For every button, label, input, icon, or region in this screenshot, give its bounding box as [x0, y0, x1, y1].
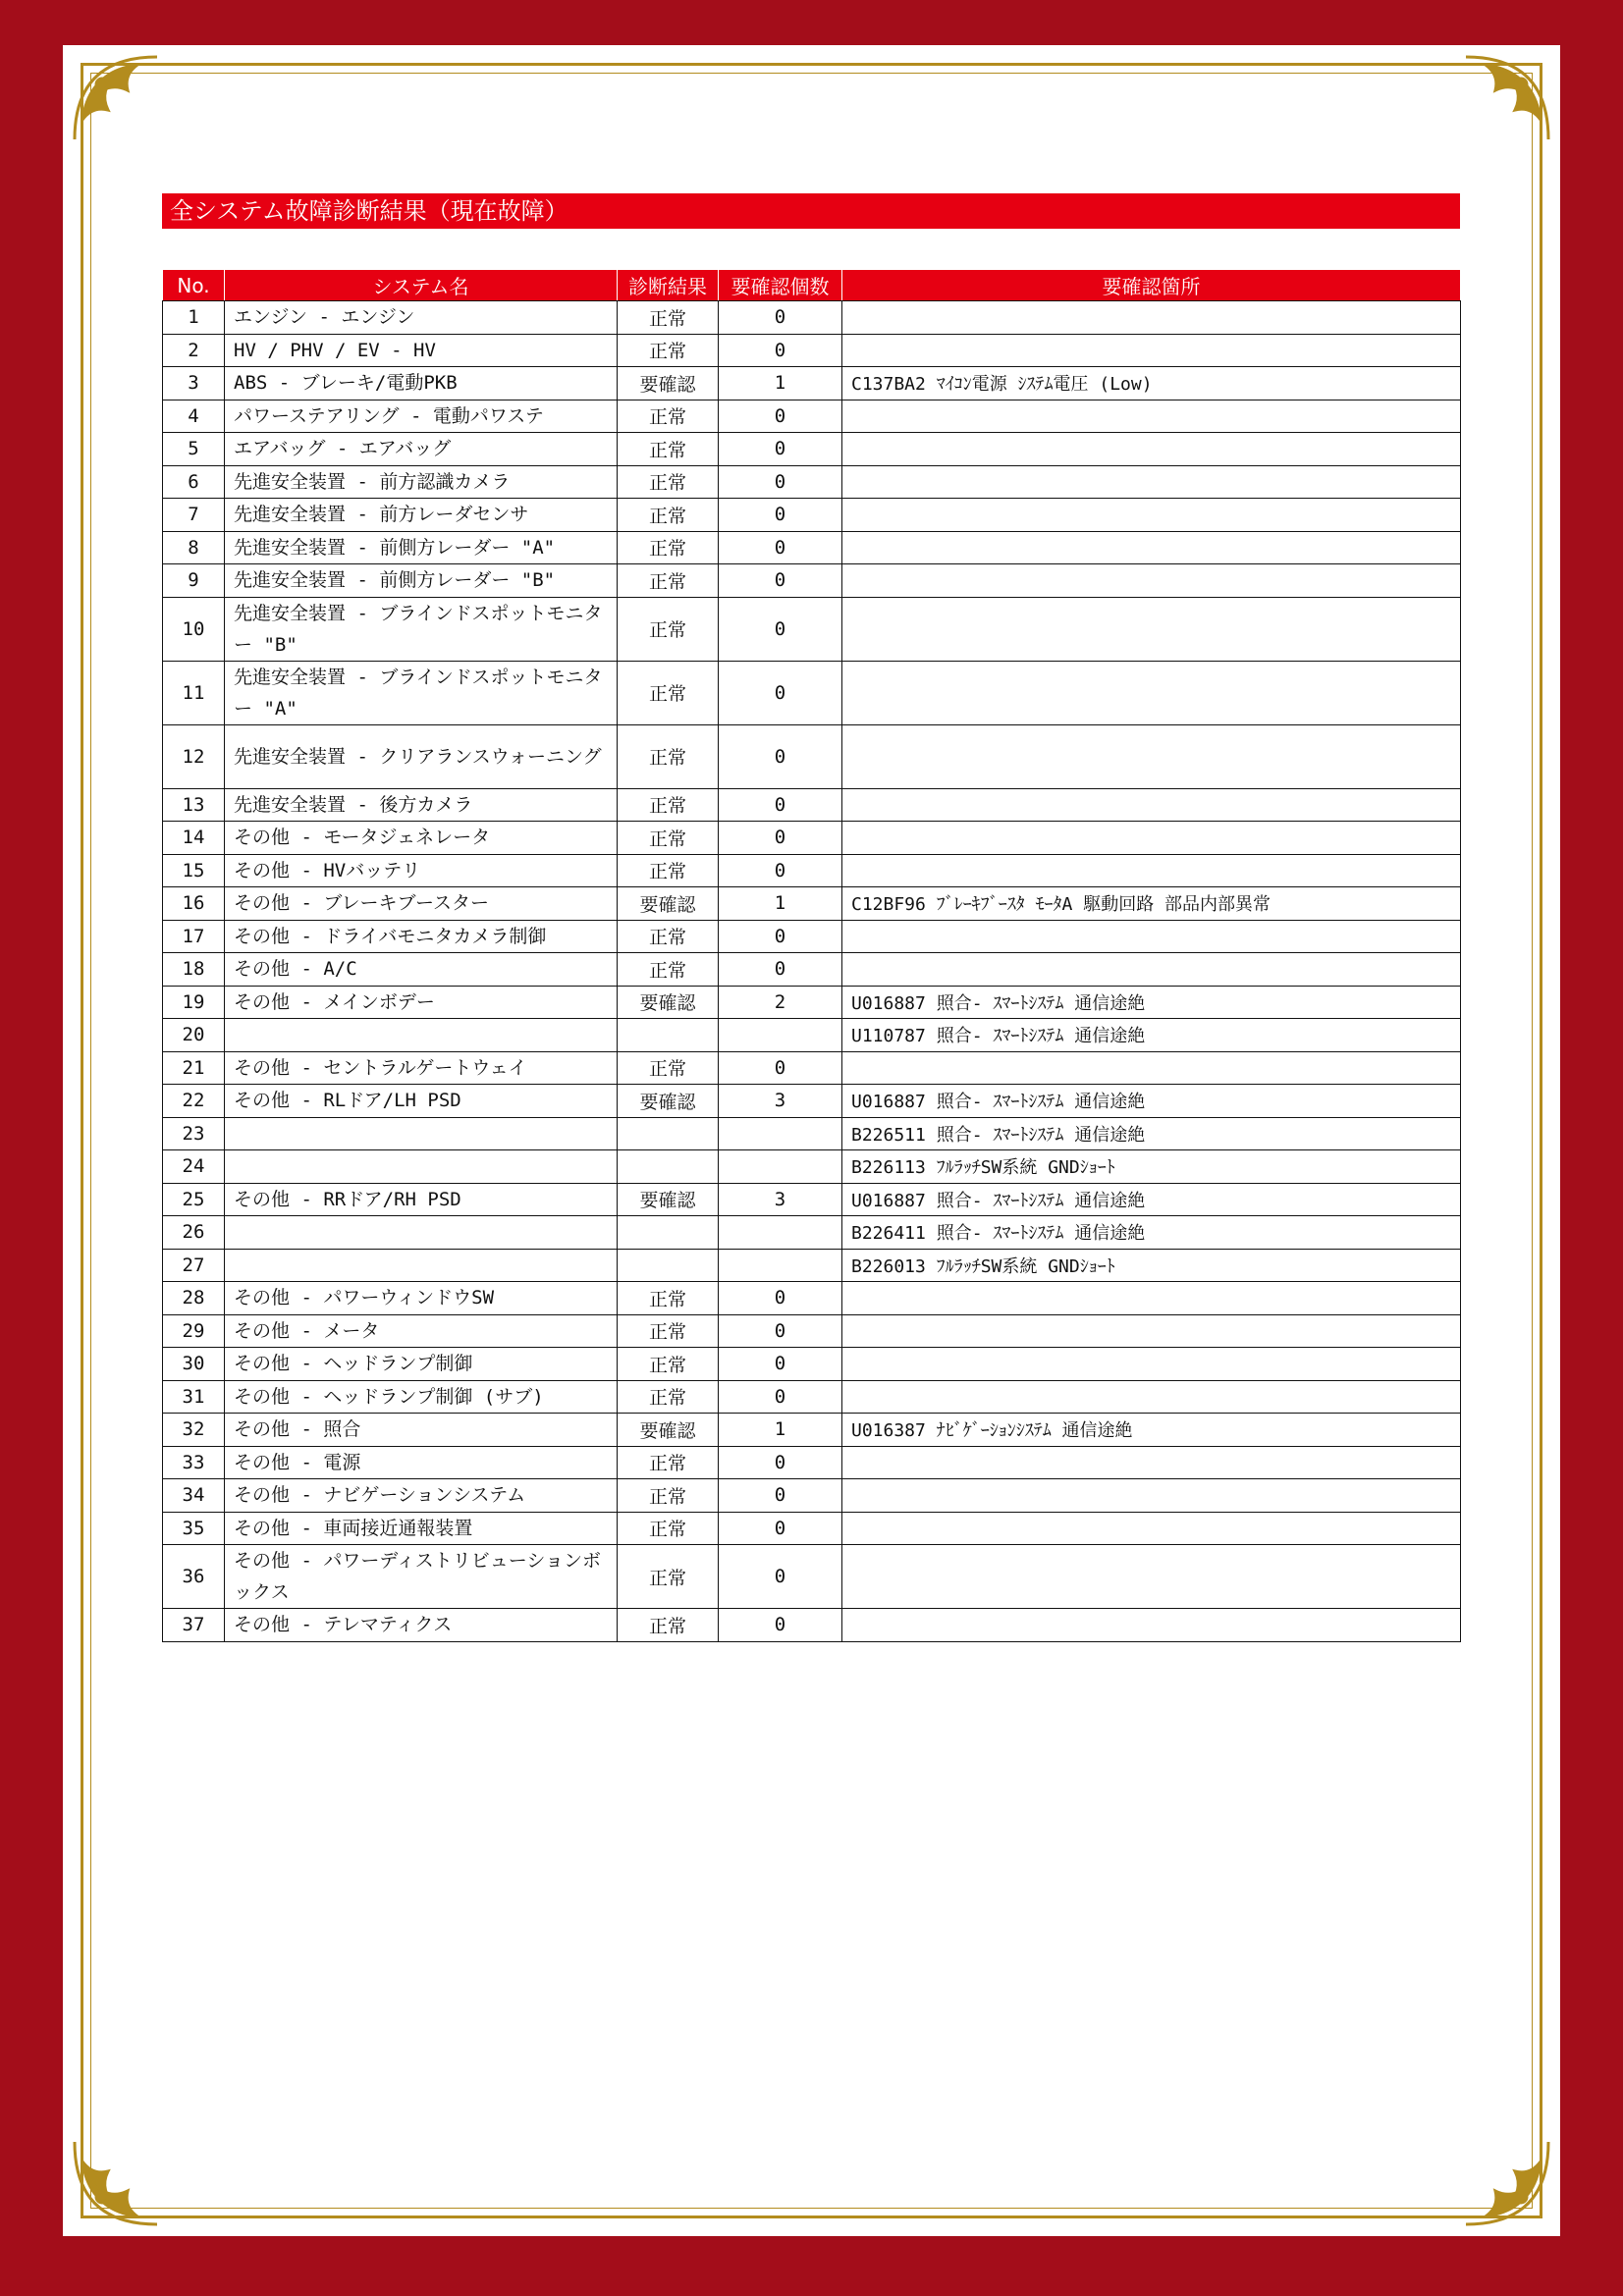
- count-cell: [719, 1117, 842, 1150]
- corner-ornament-icon: [1460, 2136, 1554, 2230]
- system-name-cell: その他 - ヘッドランプ制御: [225, 1348, 618, 1381]
- row-number: 33: [163, 1446, 225, 1479]
- detail-cell: [842, 1479, 1461, 1513]
- table-row: [163, 854, 1461, 887]
- result-cell: 正常: [618, 400, 719, 433]
- system-name-cell: その他 - 照合: [225, 1414, 618, 1447]
- result-cell: 正常: [618, 822, 719, 855]
- detail-cell: [842, 301, 1461, 335]
- system-name-cell: 先進安全装置 - 前方認識カメラ: [225, 465, 618, 499]
- row-number: 25: [163, 1183, 225, 1216]
- detail-cell: B226113 ﾌﾙﾗｯﾁSW系統 GNDｼｮｰﾄ: [842, 1150, 1461, 1184]
- row-number: 14: [163, 822, 225, 855]
- system-name-cell: [225, 1216, 618, 1250]
- detail-cell: [842, 953, 1461, 987]
- system-name-cell: ABS - ブレーキ/電動PKB: [225, 367, 618, 400]
- header-detail: 要確認箇所: [842, 270, 1461, 301]
- result-cell: [618, 1019, 719, 1052]
- row-number: 8: [163, 531, 225, 564]
- table-row: [163, 1085, 1461, 1118]
- result-cell: 正常: [618, 661, 719, 724]
- table-row: [163, 788, 1461, 822]
- system-name-cell: その他 - 車両接近通報装置: [225, 1512, 618, 1545]
- row-number: 36: [163, 1545, 225, 1609]
- count-cell: 0: [719, 1314, 842, 1348]
- result-cell: 正常: [618, 301, 719, 335]
- detail-cell: [842, 1545, 1461, 1609]
- row-number: 32: [163, 1414, 225, 1447]
- count-cell: [719, 1249, 842, 1282]
- table-row: [163, 597, 1461, 661]
- row-number: 15: [163, 854, 225, 887]
- result-cell: 要確認: [618, 367, 719, 400]
- table-row: [163, 1314, 1461, 1348]
- count-cell: 0: [719, 661, 842, 724]
- table-row: [163, 499, 1461, 532]
- row-number: 1: [163, 301, 225, 335]
- row-number: 17: [163, 920, 225, 953]
- count-cell: 0: [719, 597, 842, 661]
- system-name-cell: エアバッグ - エアバッグ: [225, 433, 618, 466]
- detail-cell: [842, 1282, 1461, 1315]
- system-name-cell: [225, 1249, 618, 1282]
- table-row: [163, 1051, 1461, 1085]
- table-row: [163, 1512, 1461, 1545]
- system-name-cell: 先進安全装置 - 後方カメラ: [225, 788, 618, 822]
- table-row: [163, 724, 1461, 788]
- count-cell: 0: [719, 920, 842, 953]
- count-cell: 0: [719, 1609, 842, 1642]
- detail-cell: [842, 661, 1461, 724]
- table-header-row: [163, 270, 1461, 301]
- table-row: [163, 822, 1461, 855]
- result-cell: 要確認: [618, 986, 719, 1019]
- detail-cell: [842, 433, 1461, 466]
- header-count: 要確認個数: [719, 270, 842, 301]
- detail-cell: U016387 ﾅﾋﾞｹﾞｰｼｮﾝｼｽﾃﾑ 通信途絶: [842, 1414, 1461, 1447]
- count-cell: 1: [719, 367, 842, 400]
- row-number: 6: [163, 465, 225, 499]
- result-cell: 正常: [618, 724, 719, 788]
- corner-ornament-icon: [1460, 51, 1554, 145]
- system-name-cell: その他 - メインボデー: [225, 986, 618, 1019]
- count-cell: 0: [719, 531, 842, 564]
- count-cell: 0: [719, 1348, 842, 1381]
- system-name-cell: HV / PHV / EV - HV: [225, 334, 618, 367]
- table-row: [163, 367, 1461, 400]
- row-number: 30: [163, 1348, 225, 1381]
- count-cell: 0: [719, 564, 842, 598]
- system-name-cell: その他 - ヘッドランプ制御 (サブ): [225, 1380, 618, 1414]
- detail-cell: [842, 531, 1461, 564]
- detail-cell: [842, 1380, 1461, 1414]
- corner-ornament-icon: [69, 51, 163, 145]
- row-number: 37: [163, 1609, 225, 1642]
- table-row: [163, 1183, 1461, 1216]
- result-cell: 正常: [618, 465, 719, 499]
- table-row: [163, 887, 1461, 921]
- detail-cell: C12BF96 ﾌﾞﾚｰｷﾌﾞｰｽﾀ ﾓｰﾀA 駆動回路 部品内部異常: [842, 887, 1461, 921]
- detail-cell: [842, 400, 1461, 433]
- count-cell: 0: [719, 854, 842, 887]
- detail-cell: [842, 465, 1461, 499]
- row-number: 21: [163, 1051, 225, 1085]
- row-number: 4: [163, 400, 225, 433]
- detail-cell: [842, 724, 1461, 788]
- table-row: [163, 1348, 1461, 1381]
- count-cell: 1: [719, 887, 842, 921]
- detail-cell: B226511 照合- ｽﾏｰﾄｼｽﾃﾑ 通信途絶: [842, 1117, 1461, 1150]
- system-name-cell: その他 - RLドア/LH PSD: [225, 1085, 618, 1118]
- row-number: 10: [163, 597, 225, 661]
- detail-cell: B226411 照合- ｽﾏｰﾄｼｽﾃﾑ 通信途絶: [842, 1216, 1461, 1250]
- result-cell: 正常: [618, 953, 719, 987]
- detail-cell: U016887 照合- ｽﾏｰﾄｼｽﾃﾑ 通信途絶: [842, 1085, 1461, 1118]
- table-row: [163, 1282, 1461, 1315]
- table-body: [163, 301, 1461, 1642]
- detail-cell: [842, 854, 1461, 887]
- count-cell: 0: [719, 1282, 842, 1315]
- row-number: 16: [163, 887, 225, 921]
- count-cell: 0: [719, 1512, 842, 1545]
- count-cell: 0: [719, 953, 842, 987]
- system-name-cell: 先進安全装置 - クリアランスウォーニング: [225, 724, 618, 788]
- report-title: 全システム故障診断結果（現在故障）: [162, 193, 1460, 229]
- system-name-cell: その他 - テレマティクス: [225, 1609, 618, 1642]
- result-cell: 要確認: [618, 887, 719, 921]
- result-cell: [618, 1216, 719, 1250]
- count-cell: 3: [719, 1183, 842, 1216]
- count-cell: 0: [719, 1446, 842, 1479]
- table-row: [163, 1414, 1461, 1447]
- row-number: 24: [163, 1150, 225, 1184]
- system-name-cell: [225, 1117, 618, 1150]
- result-cell: 正常: [618, 1512, 719, 1545]
- result-cell: 正常: [618, 1609, 719, 1642]
- system-name-cell: 先進安全装置 - ブラインドスポットモニター "B": [225, 597, 618, 661]
- detail-cell: U016887 照合- ｽﾏｰﾄｼｽﾃﾑ 通信途絶: [842, 986, 1461, 1019]
- result-cell: 正常: [618, 1446, 719, 1479]
- table-row: [163, 920, 1461, 953]
- row-number: 19: [163, 986, 225, 1019]
- table-row: [163, 1117, 1461, 1150]
- system-name-cell: [225, 1150, 618, 1184]
- row-number: 22: [163, 1085, 225, 1118]
- row-number: 28: [163, 1282, 225, 1315]
- system-name-cell: [225, 1019, 618, 1052]
- detail-cell: [842, 822, 1461, 855]
- result-cell: 正常: [618, 334, 719, 367]
- system-name-cell: その他 - ナビゲーションシステム: [225, 1479, 618, 1513]
- header-result: 診断結果: [618, 270, 719, 301]
- count-cell: 0: [719, 1051, 842, 1085]
- detail-cell: [842, 1512, 1461, 1545]
- system-name-cell: その他 - ブレーキブースター: [225, 887, 618, 921]
- row-number: 7: [163, 499, 225, 532]
- detail-cell: [842, 1314, 1461, 1348]
- result-cell: 正常: [618, 499, 719, 532]
- row-number: 9: [163, 564, 225, 598]
- system-name-cell: その他 - セントラルゲートウェイ: [225, 1051, 618, 1085]
- result-cell: 正常: [618, 1348, 719, 1381]
- table-row: [163, 1019, 1461, 1052]
- count-cell: 0: [719, 334, 842, 367]
- count-cell: 0: [719, 822, 842, 855]
- table-row: [163, 301, 1461, 335]
- row-number: 11: [163, 661, 225, 724]
- table-row: [163, 531, 1461, 564]
- count-cell: 0: [719, 400, 842, 433]
- system-name-cell: その他 - A/C: [225, 953, 618, 987]
- result-cell: 要確認: [618, 1183, 719, 1216]
- table-row: [163, 564, 1461, 598]
- result-cell: 要確認: [618, 1414, 719, 1447]
- row-number: 35: [163, 1512, 225, 1545]
- diagnosis-table: [162, 269, 1461, 1642]
- count-cell: 0: [719, 788, 842, 822]
- detail-cell: [842, 1446, 1461, 1479]
- count-cell: [719, 1216, 842, 1250]
- system-name-cell: 先進安全装置 - 前側方レーダー "B": [225, 564, 618, 598]
- count-cell: 0: [719, 433, 842, 466]
- count-cell: 3: [719, 1085, 842, 1118]
- system-name-cell: その他 - パワーディストリビューションボックス: [225, 1545, 618, 1609]
- row-number: 27: [163, 1249, 225, 1282]
- count-cell: 1: [719, 1414, 842, 1447]
- table-row: [163, 1446, 1461, 1479]
- table-row: [163, 334, 1461, 367]
- table-row: [163, 465, 1461, 499]
- result-cell: [618, 1117, 719, 1150]
- system-name-cell: エンジン - エンジン: [225, 301, 618, 335]
- system-name-cell: 先進安全装置 - ブラインドスポットモニター "A": [225, 661, 618, 724]
- row-number: 3: [163, 367, 225, 400]
- result-cell: 正常: [618, 1479, 719, 1513]
- corner-ornament-icon: [69, 2136, 163, 2230]
- count-cell: [719, 1150, 842, 1184]
- table-row: [163, 1380, 1461, 1414]
- detail-cell: [842, 597, 1461, 661]
- detail-cell: [842, 564, 1461, 598]
- count-cell: [719, 1019, 842, 1052]
- result-cell: 正常: [618, 564, 719, 598]
- result-cell: 要確認: [618, 1085, 719, 1118]
- row-number: 12: [163, 724, 225, 788]
- table-row: [163, 1150, 1461, 1184]
- row-number: 18: [163, 953, 225, 987]
- result-cell: 正常: [618, 433, 719, 466]
- count-cell: 2: [719, 986, 842, 1019]
- system-name-cell: 先進安全装置 - 前方レーダセンサ: [225, 499, 618, 532]
- table-row: [163, 400, 1461, 433]
- result-cell: 正常: [618, 1314, 719, 1348]
- detail-cell: [842, 1348, 1461, 1381]
- system-name-cell: その他 - モータジェネレータ: [225, 822, 618, 855]
- result-cell: 正常: [618, 1545, 719, 1609]
- detail-cell: U110787 照合- ｽﾏｰﾄｼｽﾃﾑ 通信途絶: [842, 1019, 1461, 1052]
- count-cell: 0: [719, 499, 842, 532]
- result-cell: [618, 1249, 719, 1282]
- detail-cell: B226013 ﾌﾙﾗｯﾁSW系統 GNDｼｮｰﾄ: [842, 1249, 1461, 1282]
- system-name-cell: その他 - パワーウィンドウSW: [225, 1282, 618, 1315]
- row-number: 23: [163, 1117, 225, 1150]
- system-name-cell: その他 - ドライバモニタカメラ制御: [225, 920, 618, 953]
- detail-cell: [842, 334, 1461, 367]
- row-number: 31: [163, 1380, 225, 1414]
- detail-cell: U016887 照合- ｽﾏｰﾄｼｽﾃﾑ 通信途絶: [842, 1183, 1461, 1216]
- count-cell: 0: [719, 1479, 842, 1513]
- result-cell: 正常: [618, 531, 719, 564]
- table-row: [163, 433, 1461, 466]
- result-cell: 正常: [618, 1282, 719, 1315]
- table-row: [163, 986, 1461, 1019]
- detail-cell: [842, 1609, 1461, 1642]
- table-row: [163, 1545, 1461, 1609]
- table-row: [163, 1609, 1461, 1642]
- system-name-cell: その他 - RRドア/RH PSD: [225, 1183, 618, 1216]
- count-cell: 0: [719, 465, 842, 499]
- table-row: [163, 1216, 1461, 1250]
- table-row: [163, 1249, 1461, 1282]
- row-number: 20: [163, 1019, 225, 1052]
- result-cell: 正常: [618, 1380, 719, 1414]
- count-cell: 0: [719, 301, 842, 335]
- table-row: [163, 661, 1461, 724]
- row-number: 29: [163, 1314, 225, 1348]
- count-cell: 0: [719, 1380, 842, 1414]
- report-page: [63, 45, 1560, 2236]
- row-number: 2: [163, 334, 225, 367]
- table-row: [163, 953, 1461, 987]
- detail-cell: [842, 1051, 1461, 1085]
- header-system-name: システム名: [225, 270, 618, 301]
- detail-cell: C137BA2 ﾏｲｺﾝ電源 ｼｽﾃﾑ電圧 (Low): [842, 367, 1461, 400]
- system-name-cell: その他 - HVバッテリ: [225, 854, 618, 887]
- detail-cell: [842, 788, 1461, 822]
- system-name-cell: パワーステアリング - 電動パワステ: [225, 400, 618, 433]
- header-no: No.: [163, 270, 225, 301]
- row-number: 26: [163, 1216, 225, 1250]
- result-cell: 正常: [618, 597, 719, 661]
- count-cell: 0: [719, 1545, 842, 1609]
- count-cell: 0: [719, 724, 842, 788]
- row-number: 5: [163, 433, 225, 466]
- result-cell: [618, 1150, 719, 1184]
- system-name-cell: その他 - 電源: [225, 1446, 618, 1479]
- row-number: 13: [163, 788, 225, 822]
- result-cell: 正常: [618, 1051, 719, 1085]
- system-name-cell: 先進安全装置 - 前側方レーダー "A": [225, 531, 618, 564]
- row-number: 34: [163, 1479, 225, 1513]
- result-cell: 正常: [618, 854, 719, 887]
- detail-cell: [842, 499, 1461, 532]
- table-row: [163, 1479, 1461, 1513]
- detail-cell: [842, 920, 1461, 953]
- system-name-cell: その他 - メータ: [225, 1314, 618, 1348]
- result-cell: 正常: [618, 920, 719, 953]
- result-cell: 正常: [618, 788, 719, 822]
